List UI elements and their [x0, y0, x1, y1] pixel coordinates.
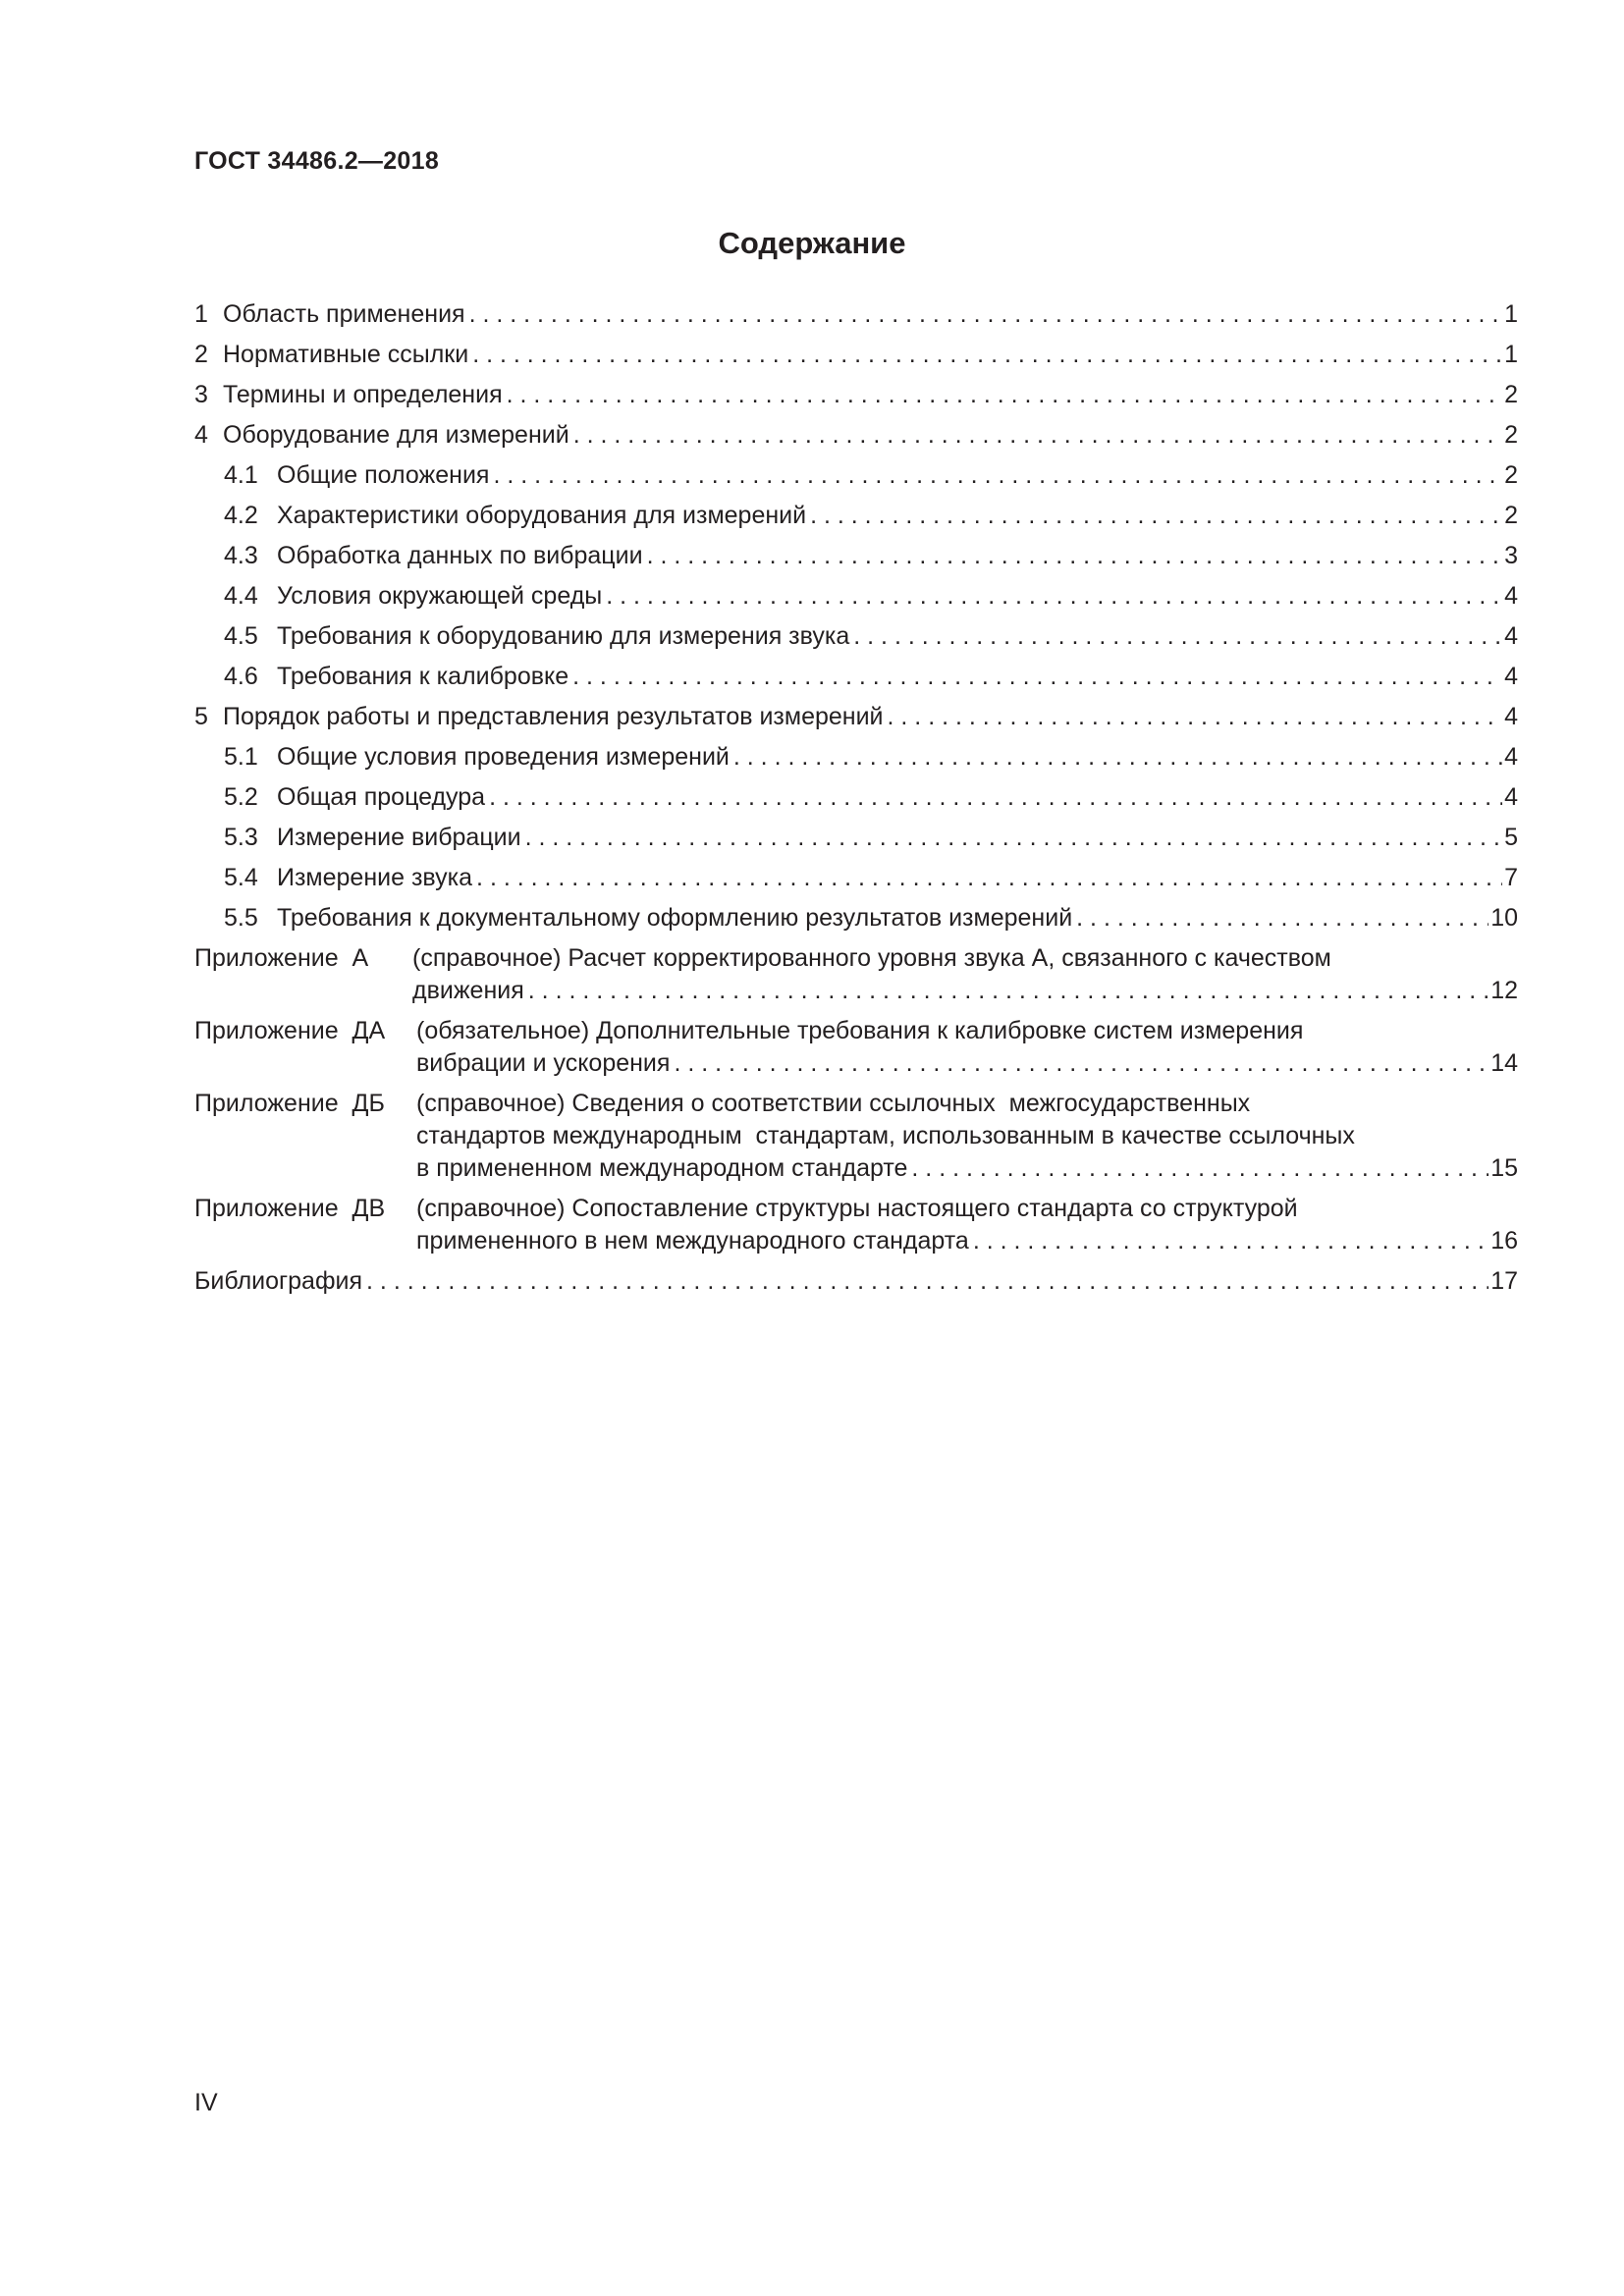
dot-leader — [472, 862, 1502, 894]
toc-entry-label: Нормативные ссылки — [223, 341, 469, 368]
dot-leader — [503, 379, 1502, 411]
toc-subentry[interactable] — [194, 500, 1518, 532]
dot-leader — [849, 620, 1502, 653]
toc-entry-page: 4 — [1504, 703, 1518, 730]
toc-entry-page: 4 — [1504, 783, 1518, 811]
table-of-contents — [194, 298, 1518, 1298]
toc-entry-label: Требования к оборудованию для измерения звука — [277, 622, 850, 650]
toc-subentry[interactable] — [194, 620, 1518, 653]
toc-entry-number: 2 — [194, 341, 208, 368]
toc-entry-number: 1 — [194, 300, 208, 328]
toc-subentry[interactable] — [194, 822, 1518, 854]
dot-leader — [569, 419, 1502, 452]
toc-entry-page: 4 — [1504, 663, 1518, 690]
toc-entry-page: 12 — [1490, 977, 1518, 1004]
toc-entry-page: 3 — [1504, 542, 1518, 569]
toc-subentry[interactable] — [194, 459, 1518, 492]
toc-entry-page: 2 — [1504, 461, 1518, 489]
toc-entry[interactable] — [194, 339, 1518, 371]
dot-leader — [485, 781, 1502, 814]
toc-entry-page: 2 — [1504, 381, 1518, 408]
toc-entry-number: 5 — [194, 703, 208, 730]
toc-entry[interactable] — [194, 298, 1518, 331]
toc-entry-page: 4 — [1504, 743, 1518, 771]
toc-entry-page: 4 — [1504, 582, 1518, 610]
appendix-title-line: (справочное) Сопоставление структуры настоящего стандарта со структурой — [416, 1195, 1298, 1222]
toc-entry[interactable] — [194, 419, 1518, 452]
toc-entry-number: 4.4 — [224, 582, 258, 610]
toc-entry-number: 5.3 — [224, 824, 258, 851]
toc-subentry[interactable] — [194, 741, 1518, 774]
toc-entry-number: 4.2 — [224, 502, 258, 529]
toc-entry-page: 4 — [1504, 622, 1518, 650]
toc-entry-page: 17 — [1490, 1267, 1518, 1295]
toc-entry-number: 4 — [194, 421, 208, 449]
toc-entry-label: Условия окружающей среды — [277, 582, 603, 610]
toc-entry-label: Характеристики оборудования для измерений — [277, 502, 807, 529]
toc-entry-number: 5.5 — [224, 904, 258, 932]
dot-leader — [670, 1047, 1489, 1080]
toc-subentry[interactable] — [194, 661, 1518, 693]
dot-leader — [806, 500, 1502, 532]
appendix-name: Приложение ДБ — [194, 1090, 385, 1117]
dot-leader — [643, 540, 1503, 572]
appendix-title-line: (обязательное) Дополнительные требования к калибровке систем измерения — [416, 1017, 1304, 1044]
toc-entry-label: Требования к калибровке — [277, 663, 569, 690]
appendix-name: Приложение А — [194, 944, 369, 972]
dot-leader — [465, 298, 1503, 331]
appendix-title-line: примененного в нем международного стандарта — [416, 1227, 969, 1255]
toc-entry-label: Область применения — [223, 300, 465, 328]
toc-entry-page: 7 — [1504, 864, 1518, 891]
dot-leader — [969, 1225, 1489, 1257]
toc-entry-label: Порядок работы и представления результатов измерений — [223, 703, 884, 730]
toc-entry-page: 15 — [1490, 1154, 1518, 1182]
toc-appendix-dv[interactable] — [194, 1193, 1518, 1257]
toc-entry-page: 2 — [1504, 502, 1518, 529]
toc-entry-label: Обработка данных по вибрации — [277, 542, 643, 569]
toc-bibliography[interactable] — [194, 1265, 1518, 1298]
toc-entry-number: 4.3 — [224, 542, 258, 569]
toc-entry-label: Общие условия проведения измерений — [277, 743, 730, 771]
dot-leader — [1072, 902, 1489, 934]
toc-entry-page: 1 — [1504, 300, 1518, 328]
appendix-title-line: (справочное) Сведения о соответствии ссылочных межгосударственных — [416, 1090, 1251, 1117]
toc-entry-label: Термины и определения — [223, 381, 503, 408]
appendix-name: Приложение ДА — [194, 1017, 386, 1044]
toc-appendix-da[interactable] — [194, 1015, 1518, 1080]
dot-leader — [907, 1152, 1489, 1185]
toc-entry-label: Измерение вибрации — [277, 824, 521, 851]
dot-leader — [521, 822, 1503, 854]
appendix-title-line: в примененном международном стандарте — [416, 1154, 908, 1182]
dot-leader — [489, 459, 1502, 492]
toc-entry-label: Библиография — [194, 1267, 363, 1295]
appendix-title-line: движения — [412, 977, 524, 1004]
document-code: ГОСТ 34486.2—2018 — [194, 147, 440, 175]
toc-entry-page: 10 — [1490, 904, 1518, 932]
toc-entry-page: 1 — [1504, 341, 1518, 368]
toc-subentry[interactable] — [194, 580, 1518, 613]
dot-leader — [730, 741, 1502, 774]
toc-entry-label: Оборудование для измерений — [223, 421, 569, 449]
toc-entry-page: 16 — [1490, 1227, 1518, 1255]
page-number: IV — [194, 2089, 218, 2116]
toc-entry-number: 3 — [194, 381, 208, 408]
toc-entry-label: Общая процедура — [277, 783, 486, 811]
toc-entry-label: Измерение звука — [277, 864, 473, 891]
toc-entry-page: 2 — [1504, 421, 1518, 449]
toc-appendix-db[interactable] — [194, 1088, 1518, 1185]
toc-entry-number: 4.1 — [224, 461, 258, 489]
dot-leader — [568, 661, 1502, 693]
toc-subentry[interactable] — [194, 781, 1518, 814]
toc-entry-label: Общие положения — [277, 461, 490, 489]
toc-appendix-a[interactable] — [194, 942, 1518, 1007]
appendix-title-line: стандартов международным стандартам, использованным в качестве ссылочных — [416, 1122, 1355, 1149]
toc-entry-number: 4.6 — [224, 663, 258, 690]
toc-entry-number: 4.5 — [224, 622, 258, 650]
toc-subentry[interactable] — [194, 540, 1518, 572]
toc-entry-label: Требования к документальному оформлению результатов измерений — [277, 904, 1073, 932]
dot-leader — [884, 701, 1503, 733]
toc-title: Содержание — [718, 226, 906, 260]
toc-subentry[interactable] — [194, 902, 1518, 934]
dot-leader — [362, 1265, 1489, 1298]
toc-entry[interactable] — [194, 379, 1518, 411]
dot-leader — [524, 975, 1489, 1007]
appendix-title-line: вибрации и ускорения — [416, 1049, 671, 1077]
toc-entry-number: 5.2 — [224, 783, 258, 811]
toc-entry[interactable] — [194, 701, 1518, 733]
toc-entry-number: 5.4 — [224, 864, 258, 891]
appendix-title-line: (справочное) Расчет корректированного уровня звука А, связанного с качеством — [412, 944, 1331, 972]
toc-entry-page: 14 — [1490, 1049, 1518, 1077]
dot-leader — [468, 339, 1502, 371]
appendix-name: Приложение ДВ — [194, 1195, 386, 1222]
toc-subentry[interactable] — [194, 862, 1518, 894]
toc-entry-number: 5.1 — [224, 743, 258, 771]
dot-leader — [602, 580, 1502, 613]
toc-entry-page: 5 — [1504, 824, 1518, 851]
